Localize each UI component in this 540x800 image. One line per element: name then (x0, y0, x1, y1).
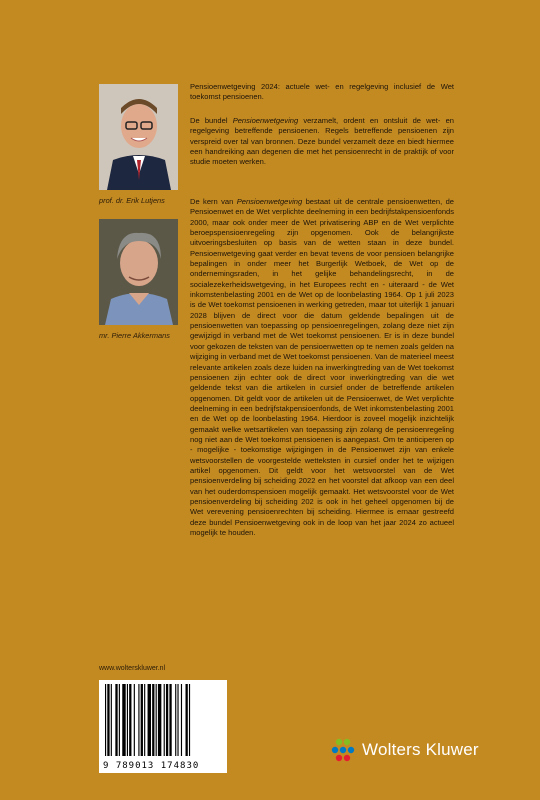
barcode-bar (152, 684, 154, 756)
barcode-bar (119, 684, 120, 756)
barcode-bar (111, 684, 112, 756)
barcode-bar (138, 684, 139, 756)
blurb-paragraph-intro: De bundel Pensioenwetgeving verzamelt, ordent en ontsluit de wet- en regelgeving betreffende pensioenen. Regels betreffende pensioenen zijn verspreid over tal van bronnen. Deze bundel verzamelt deze en biedt hiermee een handreiking aan degenen die met het pensioenrecht in de praktijk of voor studie moeten werken. (190, 116, 454, 167)
portrait-image (99, 219, 178, 325)
barcode-bar (186, 684, 188, 756)
barcode-bar (181, 684, 182, 756)
barcode-bar (156, 684, 157, 756)
barcode-bar (175, 684, 176, 756)
wolters-kluwer-logo-icon (330, 737, 356, 763)
isbn-number: 9 789013 174830 (103, 761, 200, 771)
barcode-bar (105, 684, 106, 756)
barcode-bar (148, 684, 151, 756)
barcode-bar (158, 684, 161, 756)
blurb-paragraph-main: De kern van Pensioenwetgeving bestaat uit de centrale pensioenwetten, de Pensioenwet en de Wet verplichte deelneming in een bedrijfstakpensioenfonds 2000, maar ook onder meer de Wet privatisering ABP en de Wet verplichte beroepspensioenregeling zijn opgenomen. Ook de belangrijkste uitvoeringsbesluiten op basis van de wetten staan in deze bundel. Pensioenwetgeving gaat verder en bevat tevens de voor pensioen belangrijke bepalingen in onder meer het Burgerlijk Wetboek, de Wet op de ondernemingsraden, in het gelijke behandelingsrecht, in de socialezekerheidswetgeving, in het Europees recht en - uiteraard - de Wet inkomstenbelasting 2001 en de Wet op de loonbelasting 1964. Op 1 juli 2023 is de Wet toekomst pensioenen in werking getreden, maar tot uiterlijk 1 januari 2028 blijven de direct voor die datum geldende bepalingen uit de pensioenwetten van toepassing op pensioenregelingen, zolang deze niet zijn gewijzigd in verband met de Wet toekomst pensioenen. Er is in deze bundel voor gekozen de teksten van de pensioenwetten op te nemen zoals gelden na wijziging in verband met de Wet toekomst pensioenen. Van de materieel meest relevante artikelen zoals deze luiden na inwerkingtreding van de Wet toekomst pensioenen zijn echter ook de direct voor inwerkingtreding van die wet geldende tekst van die artikelen in cursief onder de betreffende artikelen opgenomen. Dit geldt voor de artikelen uit de Pensioenwet, de Wet verplichte deelneming in een bedrijfstakpensioenfonds, de Wet inkomstenbelasting 2001 en de Wet op de loonbelasting 1964. Hierdoor is zoveel mogelijk inzichtelijk gemaakt welke wetsartikelen van toepassing zijn zolang de pensioenregeling nog niet aan de Wet toekomst pensioenen is aangepast. Om te anticiperen op - mogelijke - toekomstige wijzigingen in de Pensioenwet zijn van enkele wetsvoorstellen de voorgestelde wetteksten in cursief onder het te wijzigen artikel opgenomen. Dit geldt voor het wetsvoorstel van de Wet pensioenverdeling bij scheiding 2022 en het voorstel dat afkoop van een deel van het ouderdomspensioen mogelijk gemaakt. Het wetsvoorstel voor de Wet pensioenverdeling bij scheiding 202 is ook in het geheel opgenomen bij de Wet verevening pensioenrechten bij scheiding. Hiermee is ernaar gestreefd deze bundel Pensioenwetgeving ook in de loop van het jaar 2024 zo actueel mogelijk te houden. (190, 197, 454, 537)
author-photo-pierre-akkermans (99, 219, 178, 325)
barcode-bar (127, 684, 128, 756)
publisher-logo (330, 735, 479, 765)
barcode-bar (189, 684, 190, 756)
barcode-bar (129, 684, 131, 756)
barcode-bar (141, 684, 143, 756)
barcode-bars (103, 684, 223, 756)
blurb-heading: Pensioenwetgeving 2024: actuele wet- en regelgeving inclusief de Wet toekomst pensioenen. (190, 82, 454, 102)
portrait-image (99, 84, 178, 190)
barcode-bar (115, 684, 117, 756)
barcode-bar (166, 684, 168, 756)
publisher-name: Wolters Kluwer (362, 740, 479, 759)
publisher-website: www.wolterskluwer.nl (99, 665, 166, 672)
barcode-bar (177, 684, 178, 756)
barcode-bar (169, 684, 171, 756)
isbn-barcode (99, 680, 227, 773)
author-caption: prof. dr. Erik Lutjens (99, 196, 165, 205)
author-caption: mr. Pierre Akkermans (99, 331, 170, 340)
barcode-bar (122, 684, 125, 756)
barcode-bar (144, 684, 145, 756)
barcode-bar (134, 684, 135, 756)
barcode-bar (107, 684, 109, 756)
barcode-bar (164, 684, 165, 756)
author-photo-erik-lutjens (99, 84, 178, 190)
